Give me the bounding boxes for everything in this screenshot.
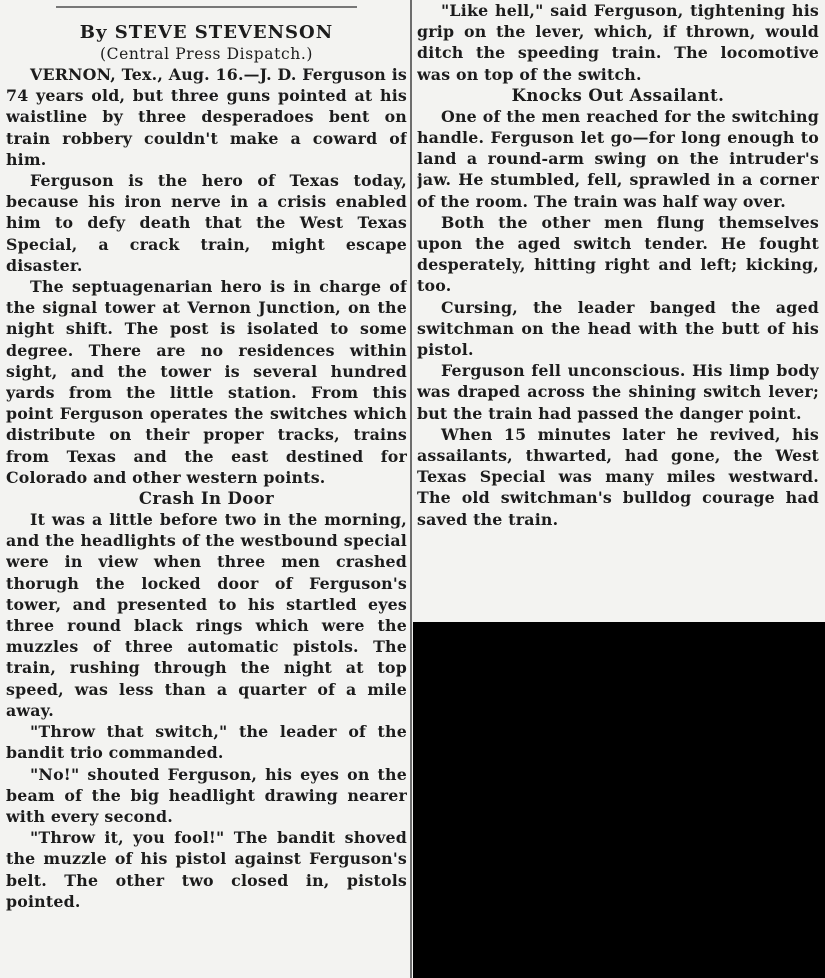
paragraph: One of the men reached for the switching handle. Ferguson let go—for long enough to land a round-arm swing on the intruder's jaw. He stumbled, fell, sprawled in a corner of the room. The train was half way over. [417,106,819,211]
blank-black-region [413,622,825,978]
paragraph: "Throw it, you fool!" The bandit shoved the muzzle of his pistol against Ferguson's belt. The other two closed in, pistols pointed. [6,828,407,911]
left-column [6,0,407,978]
subheading: Crash In Door [138,489,275,509]
right-column-body [417,0,819,530]
top-divider [56,0,357,8]
paragraph: Cursing, the leader banged the aged switchman on the head with the butt of his pistol. [417,297,819,360]
paragraph: Both the other men flung themselves upon the aged switch tender. He fought desperately, hitting right and left; kicking, too. [417,212,819,296]
byline: By STEVE STEVENSON [79,22,334,43]
paragraph: It was a little before two in the morning, and the headlights of the westbound special were in view when three men crashed thorugh the locked door of Ferguson's tower, and presented to his startled eyes three round black rings which were the muzzles of three automatic pistols. The train, rushing through the night at top speed, was less than a quarter of a mile away. [6,510,407,720]
dispatch-credit: (Central Press Dispatch.) [99,45,314,63]
paragraph: "Throw that switch," the leader of the bandit trio commanded. [6,722,407,763]
column-divider [410,0,412,978]
left-column-body [6,64,407,912]
paragraph: When 15 minutes later he revived, his assailants, thwarted, had gone, the West Texas Special was many miles westward. The old switchman's bulldog courage had saved the train. [417,424,819,529]
right-column [417,0,819,622]
subheading: Knocks Out Assailant. [511,85,725,105]
paragraph: "No!" shouted Ferguson, his eyes on the beam of the big headlight drawing nearer with every second. [6,764,407,826]
paragraph: Ferguson fell unconscious. His limp body was draped across the shining switch lever; but the train had passed the danger point. [417,361,819,423]
paragraph: The septuagenarian hero is in charge of the signal tower at Vernon Junction, on the night shift. The post is isolated to some degree. There are no residences within sight, and the tower is several hundred yards from the little station. From this point Ferguson operates the switches which distribute on their proper tracks, trains from Texas and the east destined for Colorado and other western points. [6,277,407,487]
paragraph: VERNON, Tex., Aug. 16.—J. D. Ferguson is 74 years old, but three guns pointed at his waistline by three desperadoes bent on train robbery couldn't make a coward of him. [6,65,407,169]
paragraph: Ferguson is the hero of Texas today, because his iron nerve in a crisis enabled him to defy death that the West Texas Special, a crack train, might escape disaster. [6,171,407,275]
paragraph: "Like hell," said Ferguson, tightening his grip on the lever, which, if thrown, would ditch the speeding train. The locomotive was on top of the switch. [417,1,819,84]
